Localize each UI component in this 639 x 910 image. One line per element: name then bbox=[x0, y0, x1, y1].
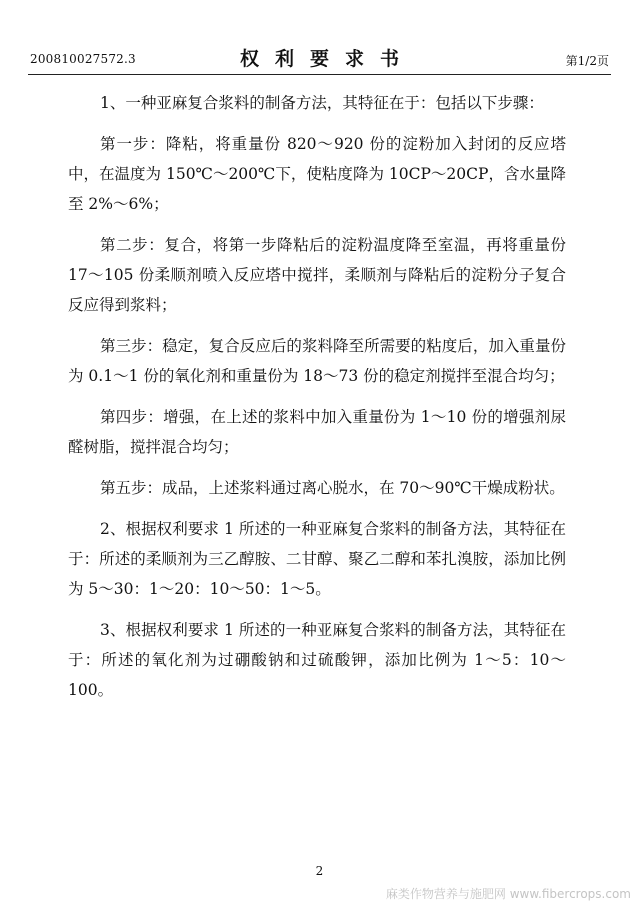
claims-body bbox=[68, 88, 566, 716]
watermark: 麻类作物营养与施肥网 www.fibercrops.com bbox=[385, 887, 631, 901]
document-title: 权利要求书 bbox=[239, 48, 415, 70]
claim-1-step-5: 第五步：成品，上述浆料通过离心脱水，在 70～90℃干燥成粉状。 bbox=[100, 479, 565, 497]
claim-2: 2、根据权利要求 1 所述的一种亚麻复合浆料的制备方法，其特征在于：所述的柔顺剂为三乙醇胺、二甘醇、聚乙二醇和苯扎溴胺，添加比例为 5～30：1～20：10～50：1～5。 bbox=[68, 520, 566, 598]
claim-1-step-1: 第一步：降粘，将重量份 820～920 份的淀粉加入封闭的反应塔中，在温度为 150℃～200℃下，使粘度降为 10CP～20CP，含水量降至 2%～6%； bbox=[68, 135, 566, 213]
document-header bbox=[0, 44, 639, 74]
header-divider bbox=[28, 74, 611, 75]
claim-1-step-2: 第二步：复合，将第一步降粘后的淀粉温度降至室温，再将重量份 17～105 份柔顺剂喷入反应塔中搅拌，柔顺剂与降粘后的淀粉分子复合反应得到浆料； bbox=[68, 236, 566, 314]
application-number: 200810027572.3 bbox=[30, 52, 136, 66]
claim-1-step-3: 第三步：稳定，复合反应后的浆料降至所需要的粘度后，加入重量份为 0.1～1 份的氧化剂和重量份为 18～73 份的稳定剂搅拌至混合均匀； bbox=[68, 337, 566, 385]
page-indicator: 第1/2页 bbox=[565, 54, 609, 68]
claim-1-step-4: 第四步：增强，在上述的浆料中加入重量份为 1～10 份的增强剂尿醛树脂，搅拌混合均匀； bbox=[68, 408, 566, 456]
claim-1-intro: 1、一种亚麻复合浆料的制备方法，其特征在于：包括以下步骤： bbox=[100, 94, 544, 112]
claim-3: 3、根据权利要求 1 所述的一种亚麻复合浆料的制备方法，其特征在于：所述的氧化剂为过硼酸钠和过硫酸钾，添加比例为 1～5：10～100。 bbox=[68, 621, 566, 699]
footer-page-number: 2 bbox=[315, 864, 324, 878]
